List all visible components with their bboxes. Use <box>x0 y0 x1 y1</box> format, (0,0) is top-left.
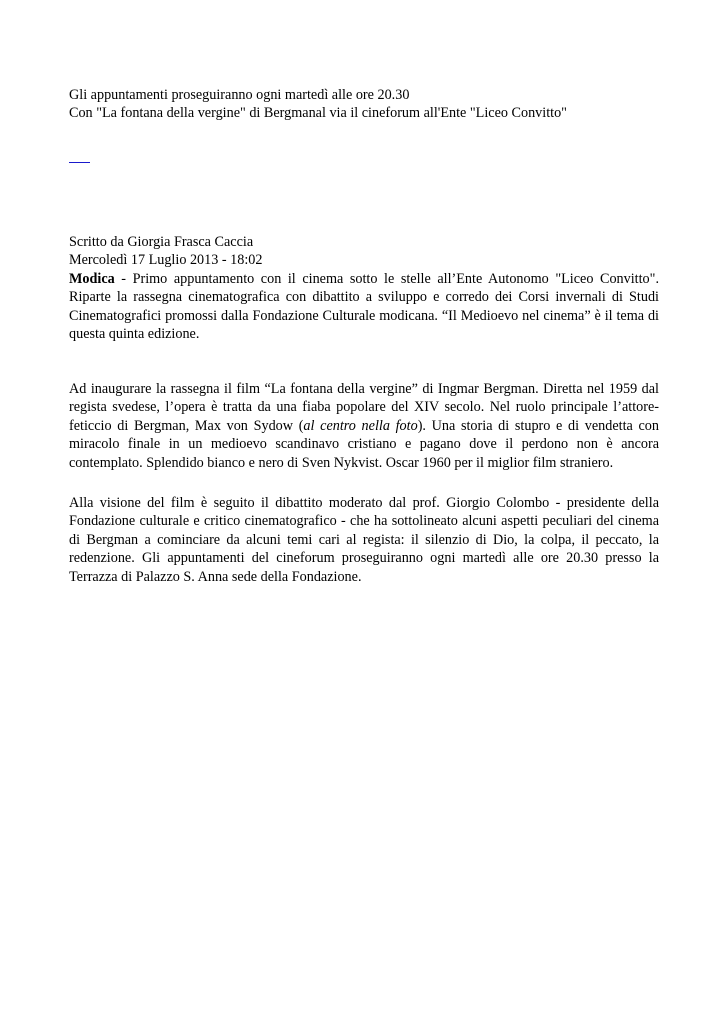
photo-caption-reference: al centro nella foto <box>303 417 418 434</box>
publish-date: Mercoledì 17 Luglio 2013 - 18:02 <box>69 252 263 269</box>
article-meta <box>69 233 659 270</box>
body-paragraph-debate: Alla visione del film è seguito il dibattito moderato dal prof. Giorgio Colombo - presidente della Fondazione culturale e critico cinematografico - che ha sottolineato alcuni aspetti peculiari del cinema di Bergman a cominciare da alcuni temi cari al regista: il silenzio di Dio, la colpa, il peccato, la redenzione. Gli appuntamenti del cineforum proseguiranno ogni martedì alle ore 20.30 presso la Terrazza di Palazzo S. Anna sede della Fondazione. <box>69 495 659 585</box>
dateline-location: Modica <box>69 271 115 287</box>
intro-paragraph <box>69 270 659 344</box>
article-header <box>69 86 669 123</box>
empty-link[interactable] <box>69 162 90 163</box>
author-byline: Scritto da Giorgia Frasca Caccia <box>69 234 254 250</box>
body-paragraph-film <box>69 380 659 472</box>
p2-text-after: ). Una storia di stupro e di vendetta con miracolo finale in un medioevo scandinavo cristiano e pagano dove il perdono non è ancora contemplato. Splendido bianco e nero di Sven Nykvist. Oscar 1960 per il miglior film straniero. <box>69 417 659 471</box>
subtitle-line: Gli appuntamenti proseguiranno ogni martedì alle ore 20.30 <box>69 87 410 103</box>
intro-text: - Primo appuntamento con il cinema sotto le stelle all’Ente Autonomo "Liceo Convitto". Riparte la rassegna cinematografica con dibattito a sviluppo e corredo dei Corsi invernali di Studi Cinematografici promossi dalla Fondazione Culturale modicana. “Il Medioevo nel cinema” è il tema di questa quinta edizione. <box>69 271 659 343</box>
p2-text-before: Ad inaugurare la rassegna il film “La fontana della vergine” di Ingmar Bergman. Diretta nel 1959 dal regista svedese, l’opera è tratta da una fiaba popolare del XIV secolo. Nel ruolo principale l’attore-feticcio di Bergman, Max von Sydow ( <box>69 381 659 434</box>
headline-line: Con "La fontana della vergine" di Bergmanal via il cineforum all'Ente "Liceo Convitto" <box>69 105 567 122</box>
